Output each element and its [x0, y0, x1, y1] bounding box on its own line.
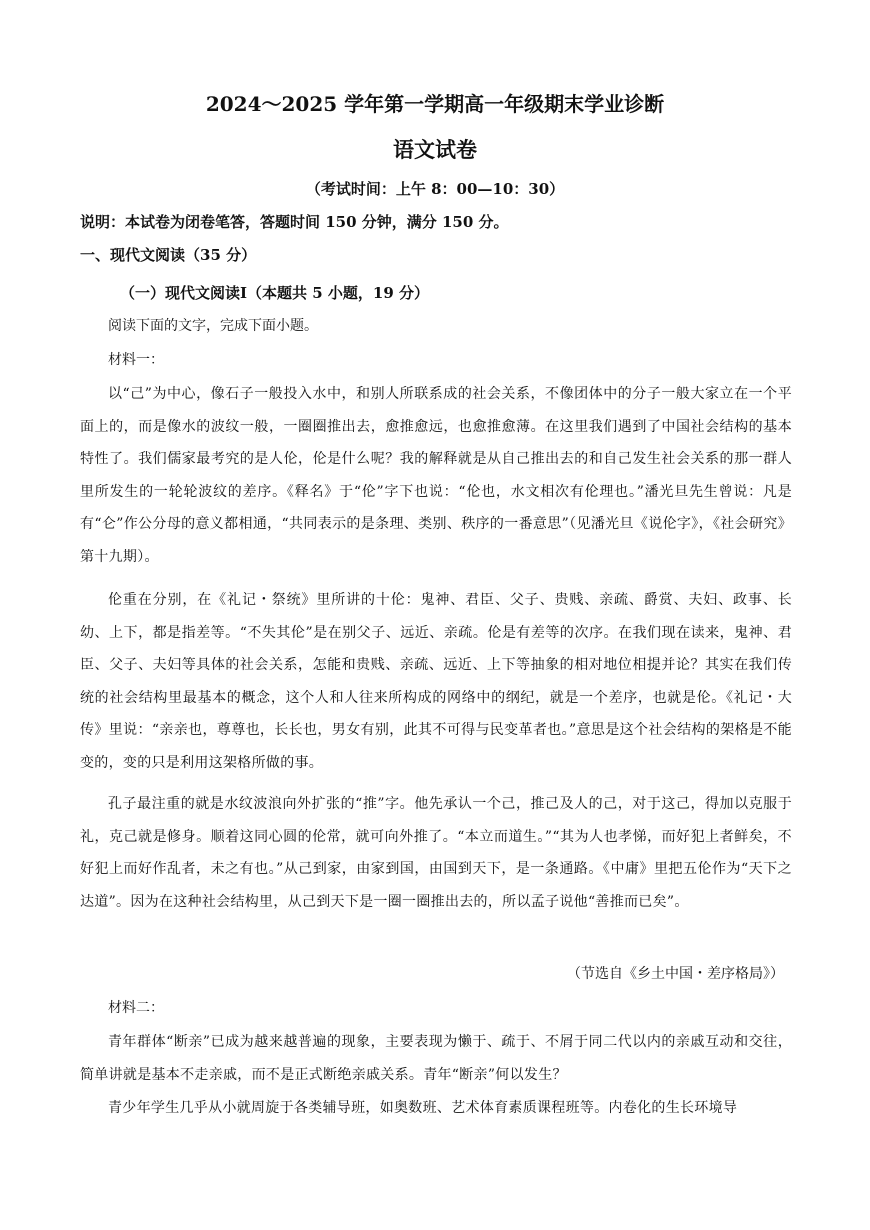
material-one-paragraph: 孔子最注重的就是水纹波浪向外扩张的“推”字。他先承认一个己，推己及人的己，对于这己，得加以克服于礼，克己就是修身。顺着这同心圆的伦常，就可向外推了。“本立而道生。”“其为人也孝悌，而好犯上者鲜矣，不好犯上而好作乱者，未之有也。”从己到家，由家到国，由国到天下，是一条通路。《中庸》里把五伦作为“天下之达道”。因为在这种社会结构里，从己到天下是一圈一圈推出去的，所以孟子说他“善推而已矣”。: [80, 796, 792, 910]
section-subheading: （一）现代文阅读Ⅰ（本题共 5 小题，19 分）: [120, 284, 429, 302]
material-one-source: （节选自《乡土中国・差序格局》）: [567, 966, 784, 982]
section-heading: 一、现代文阅读（35 分）: [80, 246, 257, 264]
material-one-paragraph: 伦重在分别，在《礼记・祭统》里所讲的十伦：鬼神、君臣、父子、贵贱、亲疏、爵赏、夫妇、政事、长幼、上下，都是指差等。“不失其伦”是在别父子、远近、亲疏。伦是有差等的次序。在我们现在读来，鬼神、君臣、父子、夫妇等具体的社会关系，怎能和贵贱、亲疏、远近、上下等抽象的相对地位相提并论？其实在我们传统的社会结构里最基本的概念，这个人和人往来所构成的网络中的纲纪，就是一个差序，也就是伦。《礼记・大传》里说：“亲亲也，尊尊也，长长也，男女有别，此其不可得与民变革者也。”意思是这个社会结构的架格是不能变的，变的只是利用这架格所做的事。: [80, 592, 792, 771]
material-two-paragraph: 青少年学生几乎从小就周旋于各类辅导班，如奥数班、艺术体育素质课程班等。内卷化的生长环境导: [108, 1100, 738, 1116]
material-two-paragraph: 青年群体“断亲”已成为越来越普遍的现象，主要表现为懒于、疏于、不屑于同二代以内的亲戚互动和交往，简单讲就是基本不走亲戚，而不是正式断绝亲戚关系。青年“断亲”何以发生？: [80, 1034, 792, 1083]
instructions: 说明：本试卷为闭卷笔答，答题时间 150 分钟，满分 150 分。: [80, 213, 509, 231]
material-one-paragraph: 以“己”为中心，像石子一般投入水中，和别人所联系成的社会关系，不像团体中的分子一般大家立在一个平面上的，而是像水的波纹一般，一圈圈推出去，愈推愈远，也愈推愈薄。在这里我们遇到了中国社会结构的基本特性了。我们儒家最考究的是人伦，伦是什么呢？我的解释就是从自己推出去的和自己发生社会关系的那一群人里所发生的一轮轮波纹的差序。《释名》于“伦”字下也说：“伦也，水文相次有伦理也。”潘光旦先生曾说：凡是有“仑”作公分母的意义都相通，“共同表示的是条理、类别、秩序的一番意思”（见潘光旦《说伦字》，《社会研究》第十九期）。: [80, 386, 792, 565]
paper-title: 语文试卷: [393, 137, 477, 162]
exam-title: 2024～2025 学年第一学期高一年级期末学业诊断: [205, 92, 665, 116]
material-two-label: 材料二：: [108, 1000, 164, 1016]
material-one-label: 材料一：: [108, 352, 164, 368]
reading-prompt: 阅读下面的文字，完成下面小题。: [108, 318, 318, 334]
exam-time: （考试时间：上午 8：00—10：30）: [305, 180, 565, 198]
